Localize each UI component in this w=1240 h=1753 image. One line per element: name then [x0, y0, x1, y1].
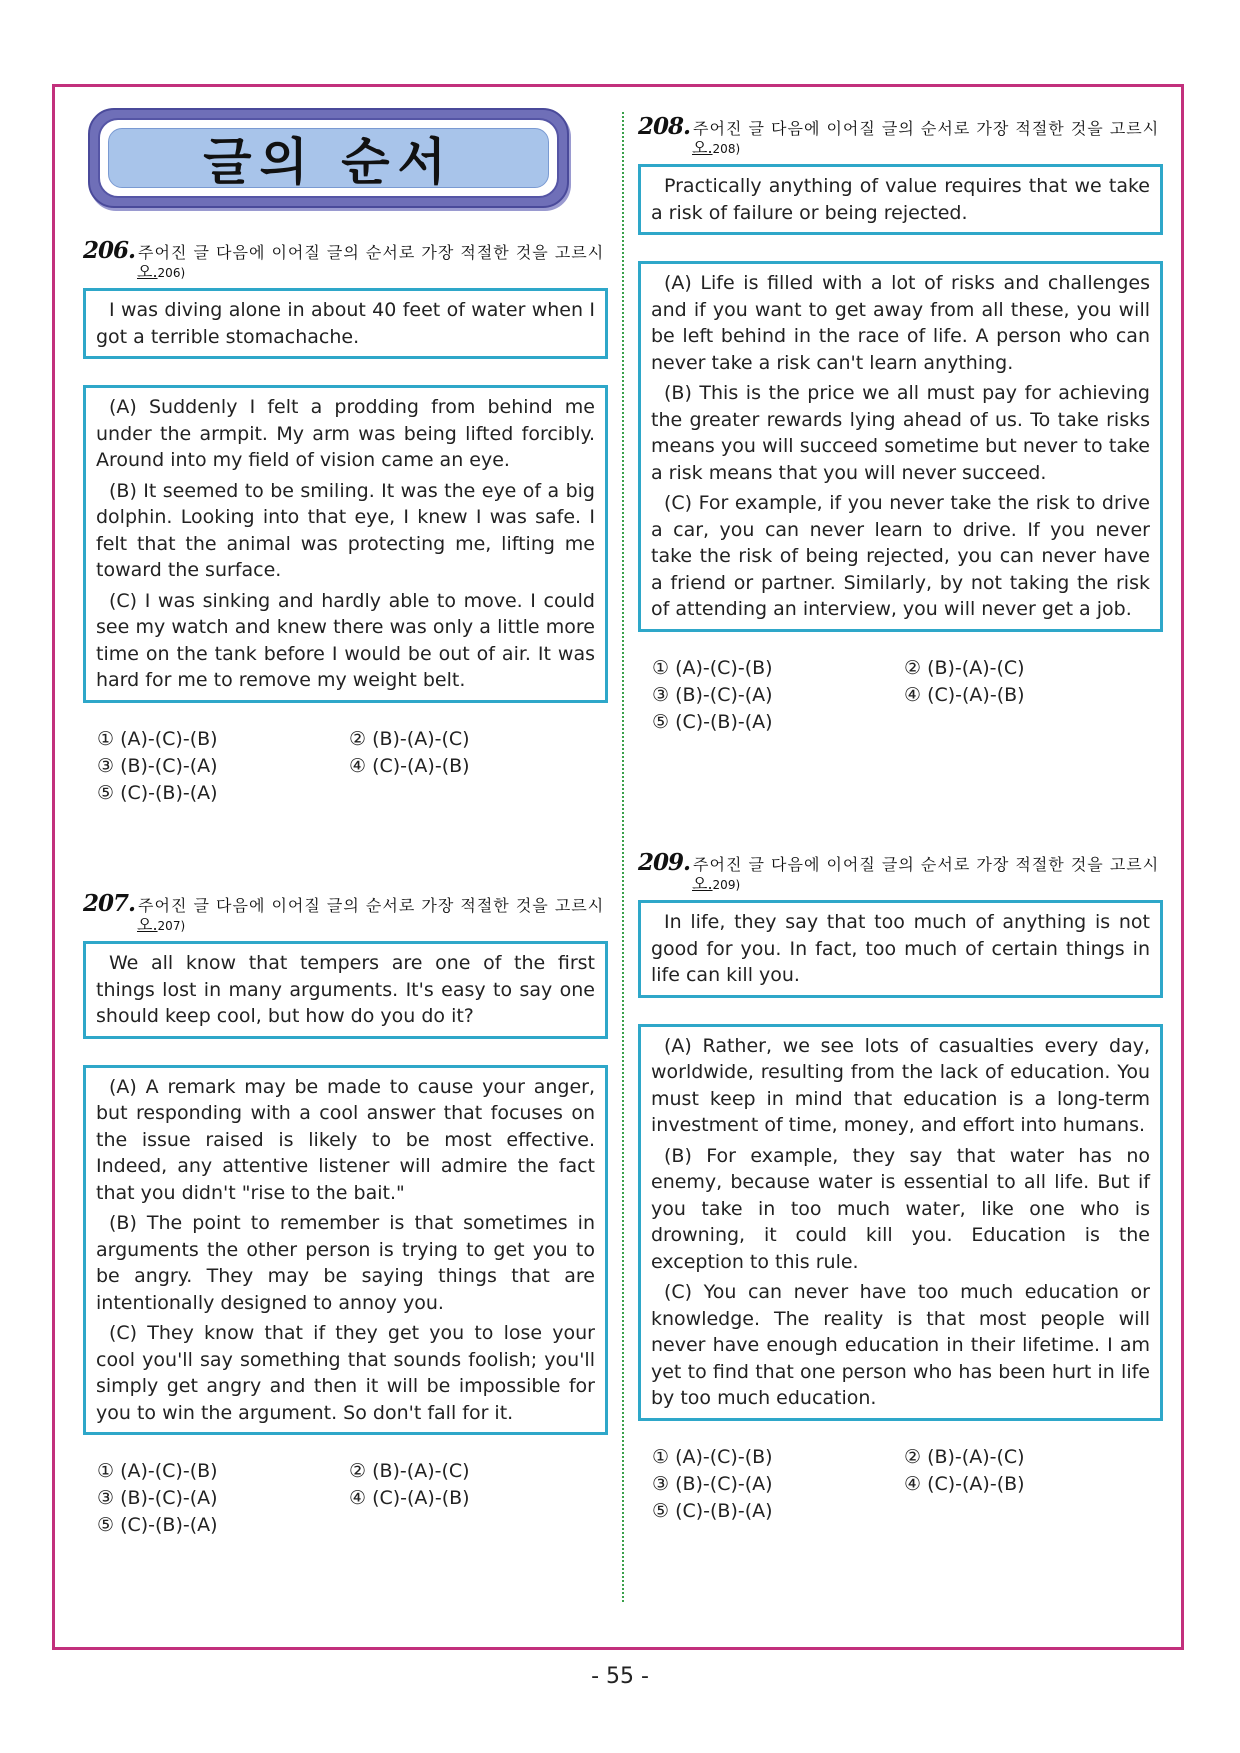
- option-3[interactable]: ③ (B)-(C)-(A): [652, 683, 773, 706]
- option-4[interactable]: ④ (C)-(A)-(B): [349, 1487, 470, 1509]
- paragraphs-box: [638, 261, 1163, 632]
- option-3[interactable]: ③ (B)-(C)-(A): [652, 1472, 773, 1495]
- instruction-tail: 오.: [137, 915, 158, 934]
- option-5[interactable]: ⑤ (C)-(B)-(A): [652, 1499, 773, 1522]
- question-instruction: 주어진 글 다음에 이어질 글의 순서로 가장 적절한 것을 고르시: [138, 896, 605, 915]
- option-4[interactable]: ④ (C)-(A)-(B): [904, 1472, 1025, 1495]
- option-5[interactable]: ⑤ (C)-(B)-(A): [97, 1514, 218, 1536]
- given-passage-box: [638, 900, 1163, 998]
- answer-options: [638, 656, 1163, 735]
- option-5[interactable]: ⑤ (C)-(B)-(A): [652, 710, 773, 733]
- paragraph-c: (C) They know that if they get you to lose your cool you'll say something that sounds foolish; you'll simply get angry and then it will be impossible for you to win the argument. So don't fall for it.: [96, 1322, 595, 1424]
- paragraph-c: (C) I was sinking and hardly able to move. I could see my watch and knew there was only a little more time on the tank before I would be out of air. It was hard for me to remove my weight belt.: [96, 589, 595, 691]
- option-4[interactable]: ④ (C)-(A)-(B): [904, 683, 1025, 706]
- option-3[interactable]: ③ (B)-(C)-(A): [97, 1487, 218, 1509]
- question-206: [83, 237, 608, 806]
- given-passage-box: [83, 941, 608, 1039]
- paragraphs-box: [83, 385, 608, 703]
- question-instruction: 주어진 글 다음에 이어질 글의 순서로 가장 적절한 것을 고르시: [138, 243, 605, 262]
- option-2[interactable]: ② (B)-(A)-(C): [349, 1460, 470, 1482]
- option-1[interactable]: ① (A)-(C)-(B): [97, 727, 218, 750]
- option-4[interactable]: ④ (C)-(A)-(B): [349, 754, 470, 777]
- question-number: 207.: [83, 890, 136, 917]
- paragraph-b: (B) For example, they say that water has no enemy, because water is essential to all life. But if you take in too much water, like one who is drowning, it could kill you. Education is the exception to this rule.: [651, 1144, 1150, 1273]
- paragraph-a: (A) Suddenly I felt a prodding from behind me under the armpit. My arm was being lifted forcibly. Around into my field of vision came an eye.: [96, 396, 595, 471]
- instruction-tail: 오.: [692, 874, 713, 893]
- instruction-tail: 오.: [692, 138, 713, 157]
- paragraph-a: (A) Life is filled with a lot of risks and challenges and if you want to get away from all these, you will be left behind in the race of life. A person who can never take a risk can't learn anything.: [651, 272, 1150, 374]
- paragraph-b: (B) It seemed to be smiling. It was the eye of a big dolphin. Looking into that eye, I knew I was safe. I felt that the animal was protecting me, lifting me toward the surface.: [96, 479, 595, 581]
- option-1[interactable]: ① (A)-(C)-(B): [652, 656, 773, 679]
- option-5[interactable]: ⑤ (C)-(B)-(A): [97, 781, 218, 804]
- question-209: [638, 849, 1163, 1524]
- paragraph-b: (B) The point to remember is that sometimes in arguments the other person is trying to get you to be angry. They may be saying things that are intentionally designed to annoy you.: [96, 1212, 595, 1314]
- given-passage: We all know that tempers are one of the first things lost in many arguments. It's easy to say one should keep cool, but how do you do it?: [96, 952, 595, 1027]
- question-207: [83, 890, 608, 1538]
- given-passage: Practically anything of value requires that we take a risk of failure or being rejected.: [651, 175, 1150, 224]
- instruction-tail: 오.: [137, 262, 158, 281]
- answer-options: [83, 727, 608, 806]
- option-1[interactable]: ① (A)-(C)-(B): [652, 1445, 773, 1468]
- given-passage: I was diving alone in about 40 feet of water when I got a terrible stomachache.: [96, 299, 595, 348]
- question-instruction: 주어진 글 다음에 이어질 글의 순서로 가장 적절한 것을 고르시: [693, 119, 1160, 138]
- given-passage: In life, they say that too much of anything is not good for you. In fact, too much of certain things in life can kill you.: [651, 911, 1150, 986]
- column-divider: [622, 112, 624, 1602]
- section-title: 글의 순서: [203, 133, 454, 191]
- paragraphs-box: [83, 1065, 608, 1436]
- footnote-ref: 208): [712, 142, 741, 156]
- question-header: [83, 237, 608, 281]
- option-2[interactable]: ② (B)-(A)-(C): [904, 1445, 1025, 1468]
- question-header: [638, 849, 1163, 893]
- question-instruction: 주어진 글 다음에 이어질 글의 순서로 가장 적절한 것을 고르시: [693, 855, 1160, 874]
- option-1[interactable]: ① (A)-(C)-(B): [97, 1460, 218, 1482]
- question-header: [83, 890, 608, 934]
- answer-options: [638, 1445, 1163, 1524]
- option-2[interactable]: ② (B)-(A)-(C): [349, 727, 470, 750]
- paragraph-a: (A) A remark may be made to cause your anger, but responding with a cool answer that focuses on the issue raised is likely to be most effective. Indeed, any attentive listener will admire the fact that you didn't "rise to the bait.": [96, 1075, 595, 1204]
- paragraph-c: (C) For example, if you never take the risk to drive a car, you can never learn to drive. If you never take the risk of being rejected, you can never have a friend or partner. Similarly, by not taking the risk of attending an interview, you will never get a job.: [651, 492, 1150, 620]
- section-title-banner: [88, 108, 569, 208]
- given-passage-box: [83, 288, 608, 359]
- paragraphs-box: [638, 1024, 1163, 1421]
- question-208: [638, 113, 1163, 735]
- footnote-ref: 206): [157, 266, 186, 280]
- question-number: 206.: [83, 237, 136, 264]
- given-passage-box: [638, 164, 1163, 235]
- paragraph-a: (A) Rather, we see lots of casualties every day, worldwide, resulting from the lack of education. You must keep in mind that education is a long-term investment of time, money, and effort into humans.: [651, 1034, 1150, 1136]
- page-number: - 55 -: [591, 1664, 649, 1689]
- option-3[interactable]: ③ (B)-(C)-(A): [97, 754, 218, 777]
- footnote-ref: 209): [712, 878, 741, 892]
- option-2[interactable]: ② (B)-(A)-(C): [904, 656, 1025, 679]
- paragraph-c: (C) You can never have too much education or knowledge. The reality is that most people will never have enough education in their lifetime. I am yet to find that one person who has been hurt in life by too much education.: [651, 1281, 1150, 1409]
- question-number: 209.: [638, 849, 691, 876]
- paragraph-b: (B) This is the price we all must pay for achieving the greater rewards lying ahead of us. To take risks means you will succeed sometime but never to take a risk means that you will never succeed.: [651, 382, 1150, 484]
- footnote-ref: 207): [157, 919, 186, 933]
- question-header: [638, 113, 1163, 157]
- question-number: 208.: [638, 113, 691, 140]
- answer-options: [83, 1459, 608, 1538]
